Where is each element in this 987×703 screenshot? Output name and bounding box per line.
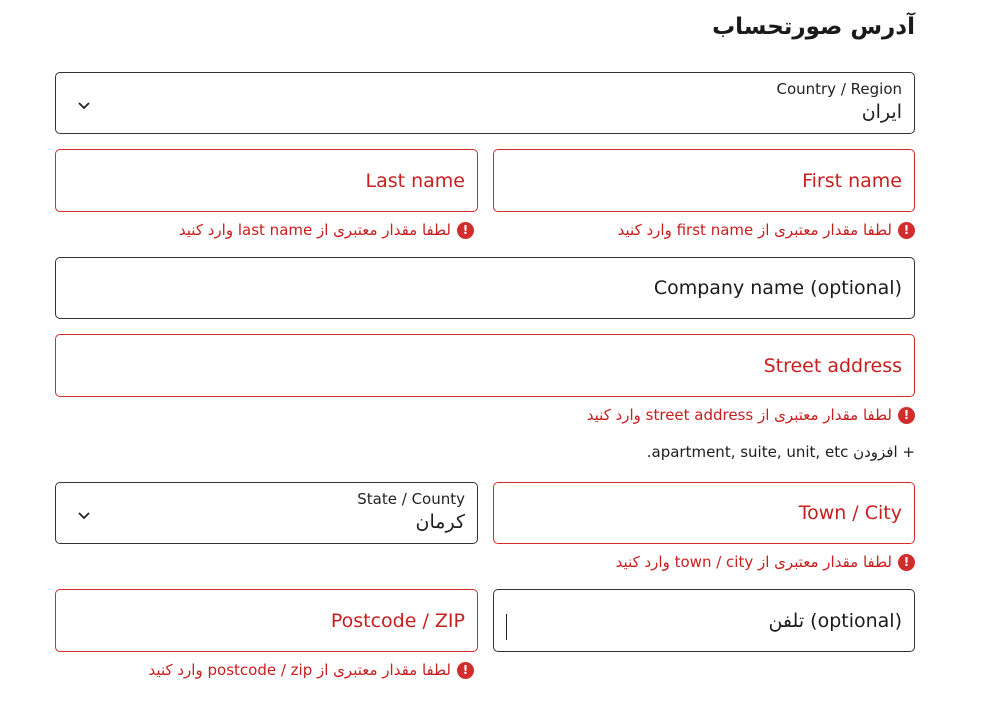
- error-icon: !: [898, 222, 915, 239]
- town-city-error: [616, 553, 915, 571]
- street-address-error-text: لطفا مقدار معتبری از street address وارد کنید: [586, 406, 892, 424]
- postcode-error: [149, 661, 474, 679]
- text-cursor: [506, 614, 507, 640]
- last-name-error-text: لطفا مقدار معتبری از last name وارد کنید: [178, 221, 451, 239]
- first-name-placeholder: First name: [802, 169, 902, 192]
- last-name-placeholder: Last name: [365, 169, 465, 192]
- street-address-placeholder: Street address: [763, 354, 902, 377]
- chevron-down-icon: [78, 509, 90, 521]
- company-field[interactable]: [55, 257, 915, 319]
- last-name-error: [179, 221, 474, 239]
- first-name-error-text: لطفا مقدار معتبری از first name وارد کنید: [617, 221, 892, 239]
- state-select[interactable]: [55, 482, 478, 544]
- country-select[interactable]: [55, 72, 915, 134]
- first-name-field[interactable]: [493, 149, 915, 212]
- street-address-field[interactable]: [55, 334, 915, 397]
- postcode-error-text: لطفا مقدار معتبری از postcode / zip وارد کنید: [148, 661, 451, 679]
- error-icon: !: [898, 407, 915, 424]
- add-apartment-link[interactable]: + افزودن apartment, suite, unit, etc.: [646, 443, 915, 461]
- error-icon: !: [898, 554, 915, 571]
- company-placeholder: Company name (optional): [653, 277, 902, 299]
- state-label: State / County: [357, 490, 465, 508]
- billing-address-heading: آدرس صورتحساب: [712, 14, 915, 40]
- error-icon: !: [457, 662, 474, 679]
- phone-field[interactable]: [493, 589, 915, 652]
- error-icon: !: [457, 222, 474, 239]
- chevron-down-icon: [78, 99, 90, 111]
- first-name-error: [618, 221, 915, 239]
- postcode-placeholder: Postcode / ZIP: [330, 609, 465, 632]
- town-city-field[interactable]: [493, 482, 915, 544]
- street-address-error: [587, 406, 915, 424]
- town-city-error-text: لطفا مقدار معتبری از town / city وارد کنید: [615, 553, 892, 571]
- phone-placeholder: تلفن (optional): [768, 609, 902, 632]
- postcode-field[interactable]: [55, 589, 478, 652]
- last-name-field[interactable]: [55, 149, 478, 212]
- state-value: کرمان: [415, 511, 465, 533]
- country-value: ایران: [861, 101, 902, 123]
- country-label: Country / Region: [776, 80, 902, 98]
- town-city-placeholder: Town / City: [798, 502, 902, 524]
